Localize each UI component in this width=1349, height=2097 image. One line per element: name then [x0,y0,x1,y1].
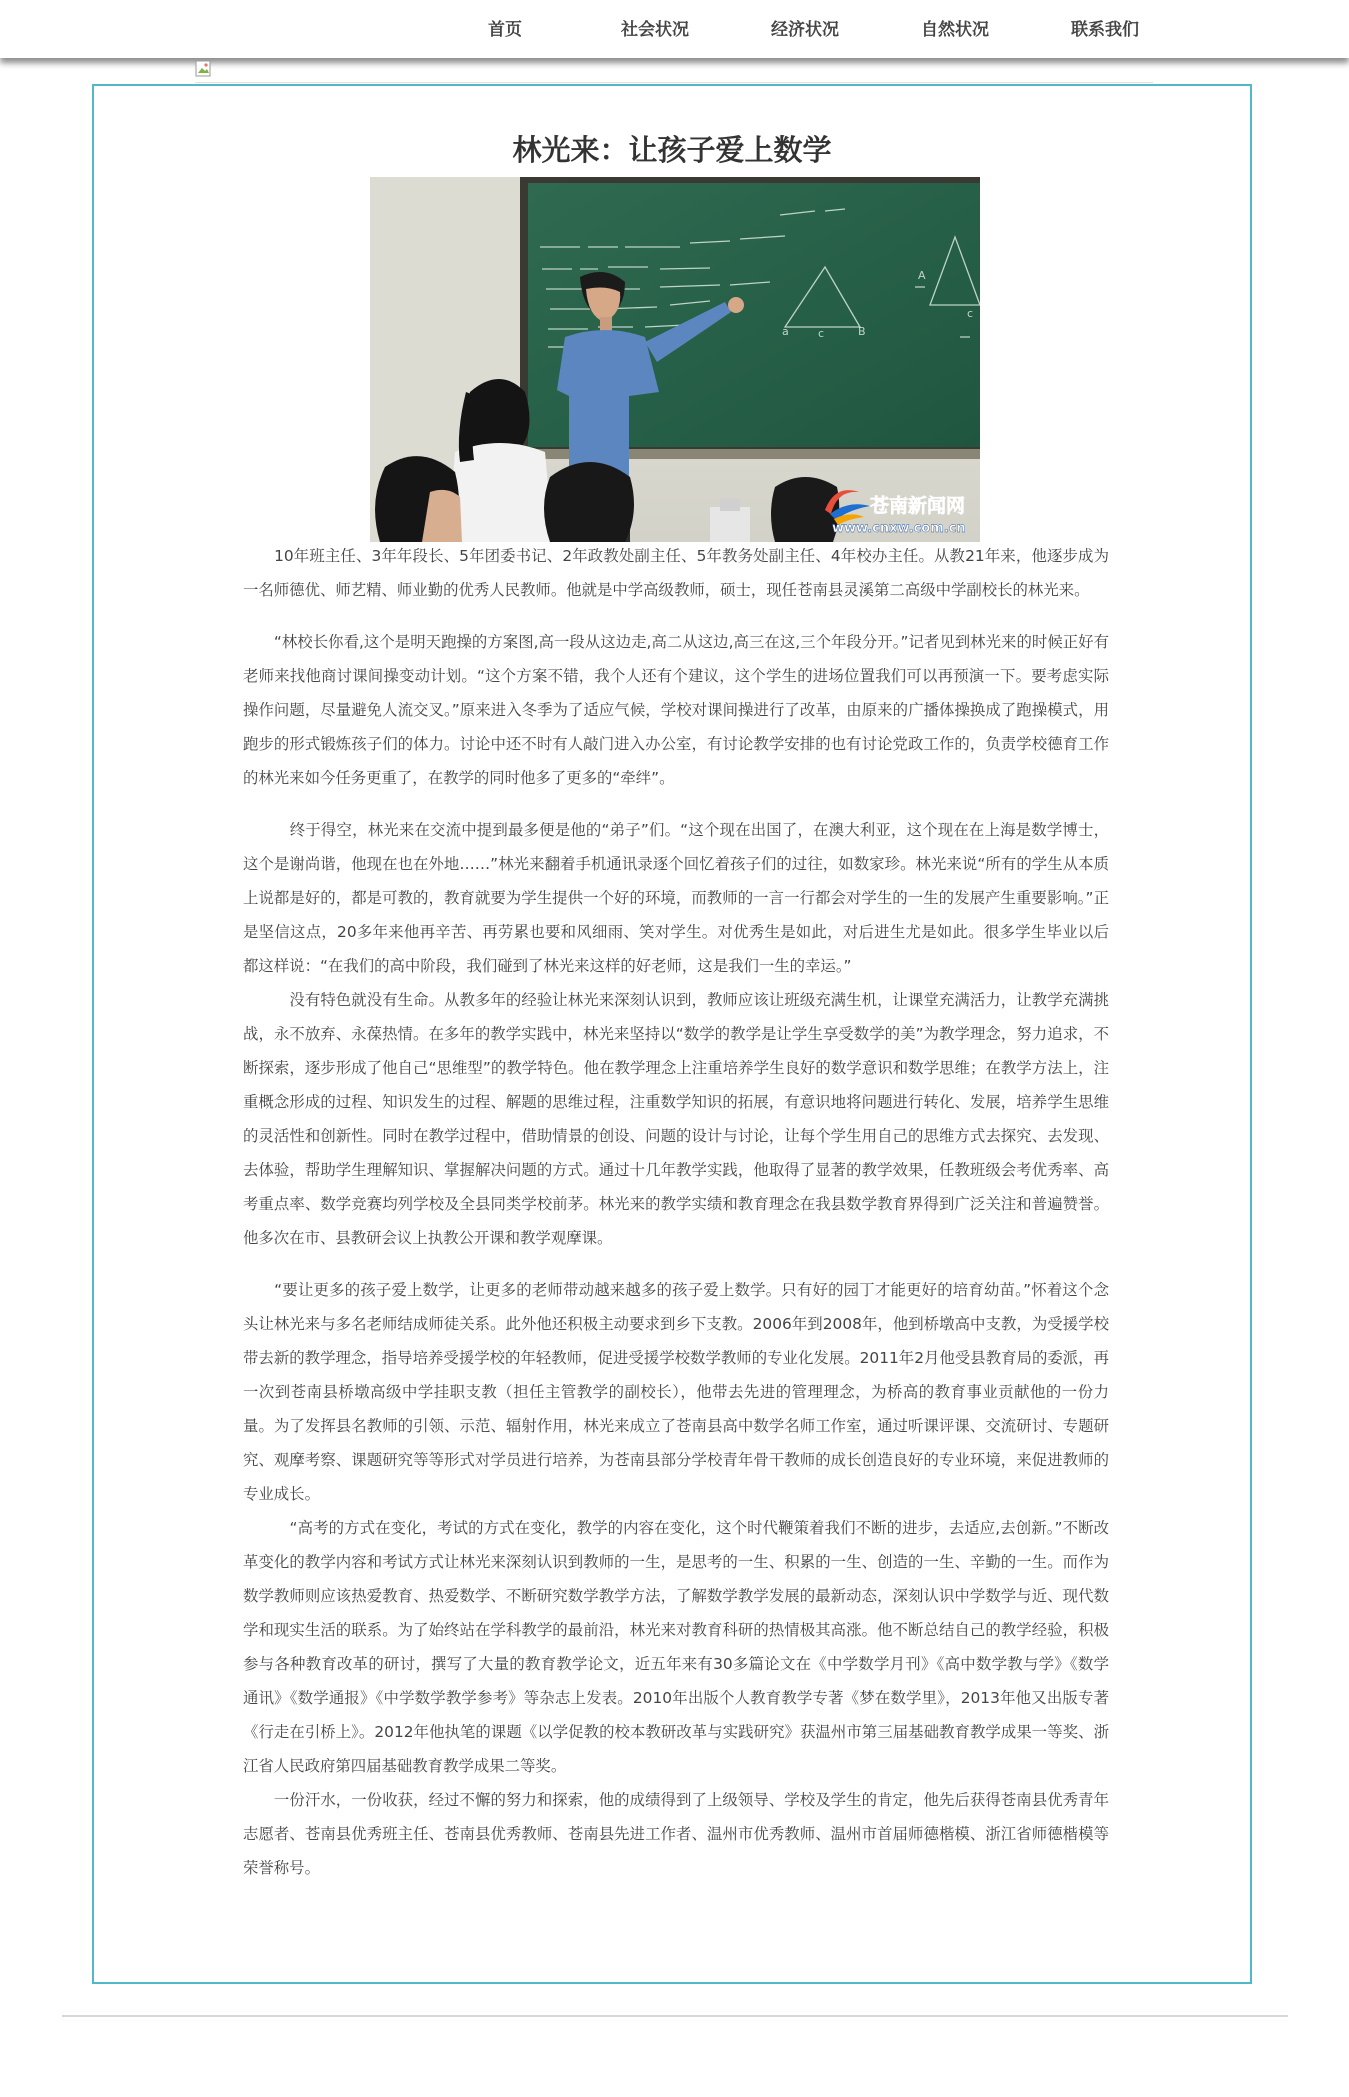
article-paragraph: “要让更多的孩子爱上数学，让更多的老师带动越来越多的孩子爱上数学。只有好的园丁才能更好的培育幼苗。”怀着这个念头让林光来与多名老师结成师徒关系。此外他还积极主动要求到乡下支教。2006年到2008年，他到桥墩高中支教，为受援学校带去新的教学理念，指导培养受援学校的年轻教师，促进受援学校数学教师的专业化发展。2011年2月他受县教育局的委派，再一次到苍南县桥墩高级中学挂职支教（担任主管教学的副校长），他带去先进的管理理念，为桥高的教育事业贡献他的一份力量。为了发挥县名教师的引领、示范、辐射作用，林光来成立了苍南县高中数学名师工作室，通过听课评课、交流研讨、专题研究、观摩考察、课题研究等等形式对学员进行培养，为苍南县部分学校青年骨干教师的成长创造良好的专业环境，来促进教师的专业成长。 [243,1281,1109,1503]
article-paragraph: 没有特色就没有生命。从教多年的经验让林光来深刻认识到，教师应该让班级充满生机，让课堂充满活力，让教学充满挑战，永不放弃、永葆热情。在多年的教学实践中，林光来坚持以“数学的教学是让学生享受数学的美”为教学理念，努力追求，不断探索，逐步形成了他自己“思维型”的教学特色。他在教学理念上注重培养学生良好的数学意识和数学思维；在教学方法上，注重概念形成的过程、知识发生的过程、解题的思维过程，注重数学知识的拓展，有意识地将问题进行转化、发展，培养学生思维的灵活性和创新性。同时在教学过程中，借助情景的创设、问题的设计与讨论，让每个学生用自己的思维方式去探究、去发现、去体验，帮助学生理解知识、掌握解决问题的方式。通过十几年教学实践，他取得了显著的教学效果，任教班级会考优秀率、高考重点率、数学竞赛均列学校及全县同类学校前茅。林光来的教学实绩和教育理念在我县数学教育界得到广泛关注和普遍赞誉。他多次在市、县教研会议上执教公开课和教学观摩课。 [243,991,1109,1247]
article-paragraph: “高考的方式在变化，考试的方式在变化，教学的内容在变化，这个时代鞭策着我们不断的进步，去适应,去创新。”不断改革变化的教学内容和考试方式让林光来深刻认识到教师的一生，是思考的一生、积累的一生、创造的一生、辛勤的一生。而作为数学教师则应该热爱教育、热爱数学、不断研究数学教学方法，了解数学教学发展的最新动态，深刻认识中学数学与近、现代数学和现实生活的联系。为了始终站在学科教学的最前沿，林光来对教育科研的热情极其高涨。他不断总结自己的教学经验，积极参与各种教育改革的研讨，撰写了大量的教育教学论文，近五年来有30多篇论文在《中学数学月刊》《高中数学教与学》《数学通讯》《数学通报》《中学数学教学参考》等杂志上发表。2010年出版个人教育教学专著《梦在数学里》，2013年他又出版专著《行走在引桥上》。2012年他执笔的课题《以学促教的校本教研改革与实践研究》获温州市第三届基础教育教学成果一等奖、浙江省人民政府第四届基础教育教学成果二等奖。 [243,1519,1109,1775]
watermark-name: 苍南新闻网 [870,495,966,517]
classroom-photo [370,177,980,542]
nav-item-contact[interactable]: 联系我们 [1071,20,1139,40]
article-paragraph: “林校长你看,这个是明天跑操的方案图,高一段从这边走,高二从这边,高三在这,三个年段分开。”记者见到林光来的时候正好有老师来找他商讨课间操变动计划。“这个方案不错，我个人还有个建议，这个学生的进场位置我们可以再预演一下。要考虑实际操作问题，尽量避免人流交叉。”原来进入冬季为了适应气候，学校对课间操进行了改革，由原来的广播体操换成了跑操模式，用跑步的形式锻炼孩子们的体力。讨论中还不时有人敲门进入办公室，有讨论教学安排的也有讨论党政工作的，负责学校德育工作的林光来如今任务更重了，在教学的同时他多了更多的“牵绊”。 [243,633,1109,787]
main-nav [430,16,1180,44]
svg-text:c: c [818,327,825,340]
footer-divider [62,2015,1288,2017]
article-frame [92,84,1252,1984]
svg-text:c: c [967,307,974,320]
svg-text:A: A [918,269,926,282]
article-paragraph: 一份汗水，一份收获，经过不懈的努力和探索，他的成绩得到了上级领导、学校及学生的肯定，他先后获得苍南县优秀青年志愿者、苍南县优秀班主任、苍南县优秀教师、苍南县先进工作者、温州市优秀教师、温州市首届师德楷模、浙江省师德楷模等荣誉称号。 [243,1791,1109,1877]
article-title: 林光来：让孩子爱上数学 [512,133,832,167]
svg-text:a: a [782,325,789,338]
watermark-url: www.cnxw.com.cn [832,521,966,536]
article-paragraph: 10年班主任、3年年段长、5年团委书记、2年政教处副主任、5年教务处副主任、4年校办主任。从教21年来，他逐步成为一名师德优、师艺精、师业勤的优秀人民教师。他就是中学高级教师，硕士，现任苍南县灵溪第二高级中学副校长的林光来。 [243,547,1109,599]
nav-item-home[interactable]: 首页 [488,20,522,40]
header-divider [195,82,1153,83]
nav-item-nature[interactable]: 自然状况 [921,20,989,40]
broken-image-icon [195,60,213,78]
nav-item-society[interactable]: 社会状况 [621,20,689,40]
nav-item-economy[interactable]: 经济状况 [771,20,839,40]
article-body [243,539,1109,1885]
article-paragraph: 终于得空，林光来在交流中提到最多便是他的“弟子”们。“这个现在出国了，在澳大利亚，这个现在在上海是数学博士，这个是谢尚谐，他现在也在外地……”林光来翻着手机通讯录逐个回忆着孩子们的过往，如数家珍。林光来说“所有的学生从本质上说都是好的，都是可教的，教育就要为学生提供一个好的环境，而教师的一言一行都会对学生的一生的发展产生重要影响。”正是坚信这点，20多年来他再辛苦、再劳累也要和风细雨、笑对学生。对优秀生是如此，对后进生尤是如此。很多学生毕业以后都这样说：“在我们的高中阶段，我们碰到了林光来这样的好老师，这是我们一生的幸运。” [243,821,1109,975]
top-navigation-bar [0,0,1349,58]
svg-text:B: B [858,325,866,338]
